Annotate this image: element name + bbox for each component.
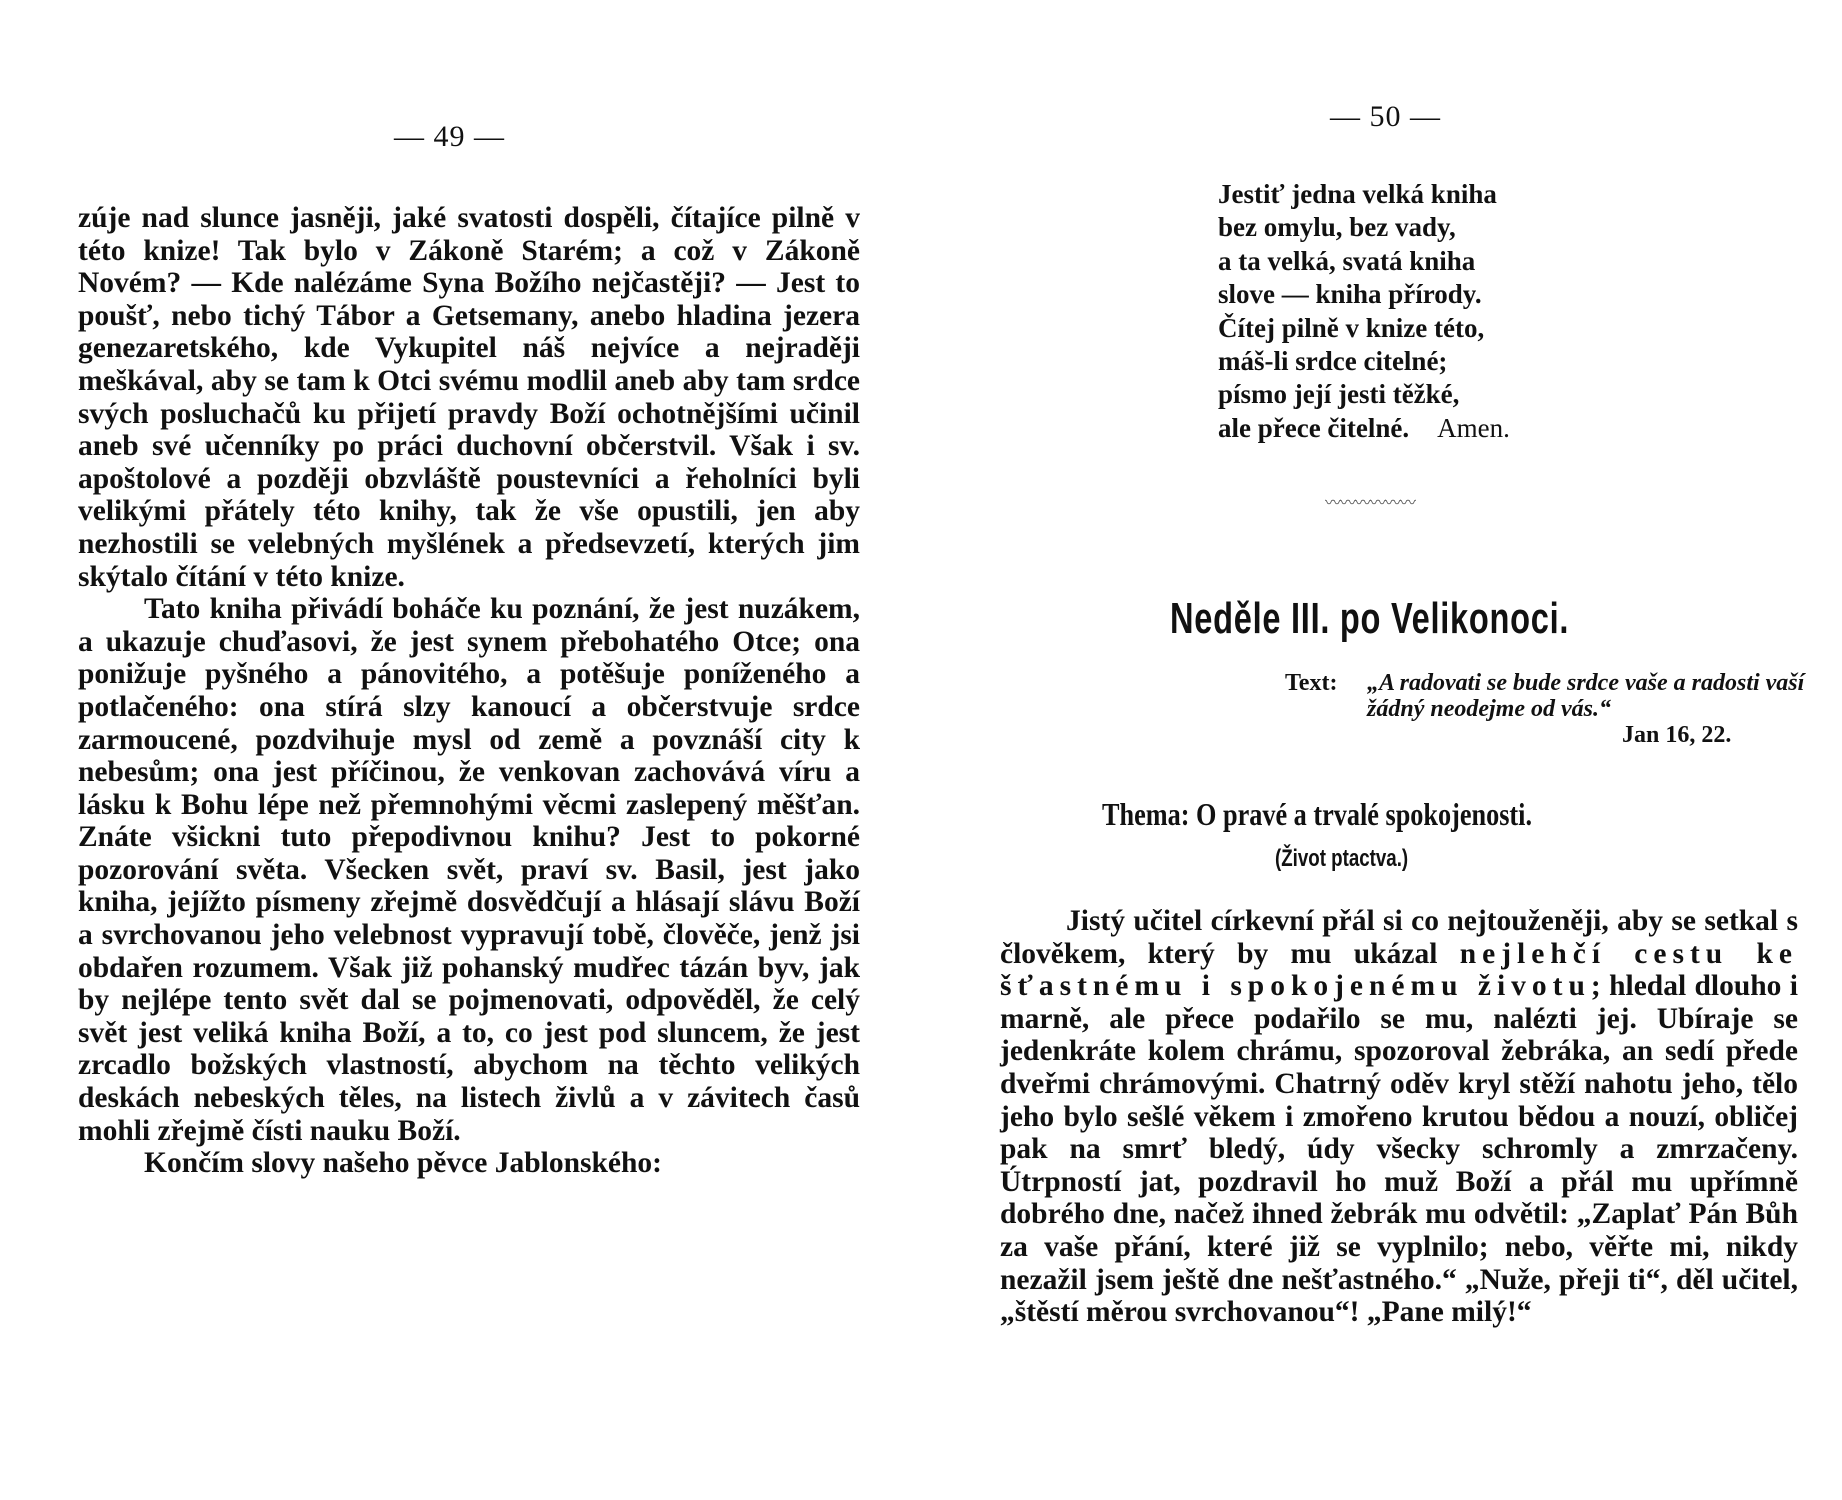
paragraph: zúje nad slunce jasněji, jaké svatosti dospěli, čítajíce pilně v této knize! Tak bylo v Zákoně Starém; a což v Zákoně Novém? — Kde nalézáme Syna Božího nejčastěji? — Jest to poušť, nebo tichý Tábor a Getsemany, anebo hladina jezera genezaretského, kde Vykupitel náš nejvíce a nejraději meškával, aby se tam k Otci svému modlil aneb aby tam srdce svých posluchačů ku přijetí pravdy Boží ochotnějšími učinil aneb své učenníky po práci duchovní občerstvil. Však i sv. apoštolové a později obzvláště poustevníci a řeholníci byli velikými přátely této knihy, tak že vše opustili, jen aby nezhostili se velebných myšlének a předsevzetí, kterých jim skýtalo čítání v této knize.	[78, 202, 860, 593]
poem-line: ale přece čitelné.	[1218, 412, 1410, 443]
left-page-body	[78, 202, 860, 1180]
paragraph-part: ; hledal dlouho i marně, ale přece podařilo se mu, nalézti jej. Ubíraje se jedenkráte kolem chrámu, spozoroval žebráka, an sedí přede dveřmi chrámovými. Chatrný oděv kryl stěží nahotu jeho, tělo jeho bylo sešlé věkem i zmořeno krutou bědou a nouzí, obličej pak na smrť bledý, údy všecky schromly a zmrzačeny. Útrpností jat, pozdravil ho muž Boží a přál mu upřímně dobrého dne, načež ihned žebrák mu odvětil: „Zaplať Pán Bůh za vaše přání, které již se vyplnilo; nebo, věřte mi, nikdy nezažil jsem ještě dne nešťastného.“ „Nuže, přeji ti“, děl učitel, „štěstí měrou svrchovanou“! „Pane milý!“	[1000, 970, 1798, 1329]
poem-line: Čítej pilně v knize této,	[1218, 312, 1485, 343]
paragraph-part: Jistý učitel církevní přál si co nejtouženěji, aby se setkal s člověkem, který by mu ukázal	[1000, 905, 1798, 970]
poem-line: písmo její jesti těžké,	[1218, 379, 1460, 410]
poem-line: máš-li srdce citelné;	[1218, 346, 1448, 377]
poem-line: Jestiť jedna velká kniha	[1218, 179, 1497, 209]
poem-line: a ta velká, svatá kniha	[1218, 245, 1476, 276]
ornament-divider: 〰〰〰〰〰〰	[1325, 493, 1416, 512]
page-number: — 49 —	[394, 120, 505, 153]
poem-amen: Amen.	[1437, 412, 1510, 443]
emphasized-phrase: nejlehčí cestu ke šťastnému i spokojenému životu	[1000, 937, 1798, 1003]
page-number: — 50 —	[1330, 100, 1441, 133]
right-page-body	[1000, 905, 1798, 1329]
sermon-subnote: (Život ptactva.)	[1275, 845, 1409, 872]
poem-line: slove — kniha přírody.	[1218, 279, 1482, 310]
poem	[1218, 178, 1510, 445]
scripture-label: Text:	[1285, 670, 1338, 696]
paragraph: Končím slovy našeho pěvce Jablonského:	[144, 1147, 662, 1180]
paragraph: Tato kniha přivádí boháče ku poznání, že jest nuzákem, a ukazuje chuďasovi, že jest synem přebohatého Otce; ona ponižuje pyšného a pánovitého, a potěšuje poníženého a potlačeného: ona stírá slzy kanoucí a občerstvuje srdce zarmoucené, pozdvihuje mysl od země a povznáší city k nebesům; ona jest příčinou, že venkovan zachovává víru a lásku k Bohu lépe než přemnohými věcmi zaslepený měšťan. Znáte všickni tuto přepodivnou knihu? Jest to pokorné pozorování světa. Všecken svět, praví sv. Basil, jest jako kniha, jejížto písmeny zřejmě dosvědčují a hlásají slávu Boží a svrchovanou jeho velebnost vypravují tobě, člověče, jenž jsi obdařen rozumem. Však již pohanský mudřec tázán byv, jak by nejlépe tento svět dal se pojmenovati, odpověděl, že celý svět jest veliká kniha Boží, a to, co jest pod sluncem, že jest zrcadlo božských vlastností, abychom na těchto velikých deskách nebeských těles, na listech živlů a v závitech časů mohli zřejmě čísti nauku Boží.	[78, 593, 860, 1147]
poem-last-line	[1218, 412, 1510, 445]
paragraph	[1000, 905, 1798, 1329]
poem-line: bez omylu, bez vady,	[1218, 212, 1456, 243]
scripture-quote: „A radovati se bude srdce vaše a radosti vaší žádný neodejme od vás.“	[1367, 670, 1805, 722]
sermon-theme: Thema: O pravé a trvalé spokojenosti.	[1102, 796, 1533, 832]
section-title: Neděle III. po Velikonoci.	[1170, 594, 1570, 643]
scripture-reference: Jan 16, 22.	[1622, 722, 1732, 748]
